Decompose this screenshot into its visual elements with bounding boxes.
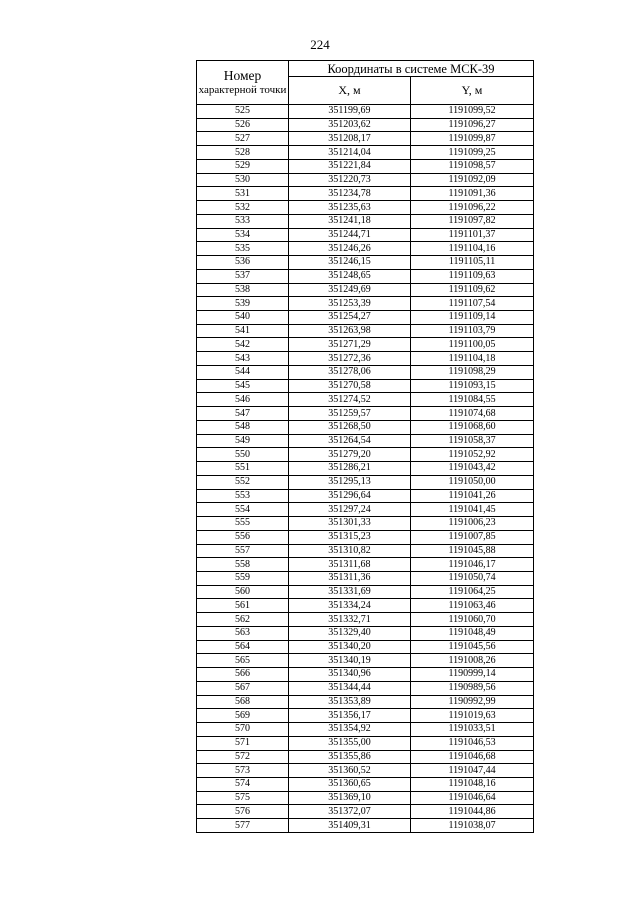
x-coordinate-cell: 351301,33: [289, 517, 411, 531]
x-coordinate-cell: 351315,23: [289, 530, 411, 544]
x-column-header: X, м: [289, 77, 411, 105]
point-number-cell: 545: [197, 379, 289, 393]
y-coordinate-cell: 1191041,45: [411, 503, 534, 517]
y-coordinate-cell: 1191058,37: [411, 434, 534, 448]
table-row: [197, 159, 534, 173]
x-coordinate-cell: 351220,73: [289, 173, 411, 187]
x-coordinate-cell: 351310,82: [289, 544, 411, 558]
x-coordinate-cell: 351214,04: [289, 146, 411, 160]
y-coordinate-cell: 1191105,11: [411, 256, 534, 270]
x-coordinate-cell: 351248,65: [289, 269, 411, 283]
x-coordinate-cell: 351311,68: [289, 558, 411, 572]
x-coordinate-cell: 351272,36: [289, 352, 411, 366]
y-coordinate-cell: 1191109,14: [411, 311, 534, 325]
x-coordinate-cell: 351274,52: [289, 393, 411, 407]
table-row: [197, 297, 534, 311]
point-number-cell: 539: [197, 297, 289, 311]
x-coordinate-cell: 351369,10: [289, 791, 411, 805]
table-row: [197, 599, 534, 613]
point-number-title: Номер: [223, 68, 262, 83]
point-number-cell: 566: [197, 668, 289, 682]
y-coordinate-cell: 1191045,88: [411, 544, 534, 558]
point-number-cell: 576: [197, 805, 289, 819]
x-coordinate-cell: 351208,17: [289, 132, 411, 146]
table-row: [197, 475, 534, 489]
y-coordinate-cell: 1190992,99: [411, 695, 534, 709]
point-number-header: [197, 61, 289, 105]
y-coordinate-cell: 1191019,63: [411, 709, 534, 723]
x-coordinate-cell: 351353,89: [289, 695, 411, 709]
y-coordinate-cell: 1191050,00: [411, 475, 534, 489]
x-coordinate-cell: 351270,58: [289, 379, 411, 393]
x-coordinate-cell: 351271,29: [289, 338, 411, 352]
x-coordinate-cell: 351241,18: [289, 214, 411, 228]
x-coordinate-cell: 351286,21: [289, 462, 411, 476]
x-coordinate-cell: 351246,26: [289, 242, 411, 256]
x-coordinate-cell: 351235,63: [289, 201, 411, 215]
x-coordinate-cell: 351355,00: [289, 736, 411, 750]
point-number-cell: 571: [197, 736, 289, 750]
point-number-cell: 562: [197, 613, 289, 627]
x-coordinate-cell: 351259,57: [289, 407, 411, 421]
x-coordinate-cell: 351297,24: [289, 503, 411, 517]
table-row: [197, 173, 534, 187]
table-row: [197, 681, 534, 695]
x-coordinate-cell: 351340,19: [289, 654, 411, 668]
point-number-cell: 569: [197, 709, 289, 723]
table-row: [197, 324, 534, 338]
point-number-cell: 531: [197, 187, 289, 201]
point-number-cell: 535: [197, 242, 289, 256]
y-coordinate-cell: 1191101,37: [411, 228, 534, 242]
y-coordinate-cell: 1191044,86: [411, 805, 534, 819]
point-number-cell: 532: [197, 201, 289, 215]
point-number-cell: 573: [197, 764, 289, 778]
table-row: [197, 462, 534, 476]
x-coordinate-cell: 351356,17: [289, 709, 411, 723]
point-number-cell: 544: [197, 365, 289, 379]
point-number-cell: 525: [197, 105, 289, 119]
y-coordinate-cell: 1191046,68: [411, 750, 534, 764]
table-row: [197, 668, 534, 682]
table-row: [197, 709, 534, 723]
y-coordinate-cell: 1191008,26: [411, 654, 534, 668]
point-number-cell: 575: [197, 791, 289, 805]
point-number-cell: 570: [197, 723, 289, 737]
table-row: [197, 819, 534, 833]
coordinates-table: [196, 60, 534, 833]
y-coordinate-cell: 1191107,54: [411, 297, 534, 311]
table-row: [197, 585, 534, 599]
table-row: [197, 544, 534, 558]
table-row: [197, 214, 534, 228]
table-row: [197, 132, 534, 146]
y-coordinate-cell: 1191092,09: [411, 173, 534, 187]
table-row: [197, 379, 534, 393]
x-coordinate-cell: 351203,62: [289, 118, 411, 132]
table-row: [197, 146, 534, 160]
y-coordinate-cell: 1191045,56: [411, 640, 534, 654]
table-row: [197, 750, 534, 764]
point-number-cell: 530: [197, 173, 289, 187]
point-number-cell: 557: [197, 544, 289, 558]
table-row: [197, 613, 534, 627]
point-number-cell: 546: [197, 393, 289, 407]
table-row: [197, 640, 534, 654]
point-number-cell: 552: [197, 475, 289, 489]
point-number-cell: 527: [197, 132, 289, 146]
point-number-cell: 563: [197, 626, 289, 640]
y-coordinate-cell: 1191099,52: [411, 105, 534, 119]
page-number: 224: [310, 37, 330, 52]
x-coordinate-cell: 351332,71: [289, 613, 411, 627]
x-coordinate-cell: 351249,69: [289, 283, 411, 297]
y-coordinate-cell: 1191099,25: [411, 146, 534, 160]
y-coordinate-cell: 1191064,25: [411, 585, 534, 599]
point-number-cell: 558: [197, 558, 289, 572]
y-coordinate-cell: 1191047,44: [411, 764, 534, 778]
point-number-cell: 538: [197, 283, 289, 297]
x-coordinate-cell: 351253,39: [289, 297, 411, 311]
table-row: [197, 201, 534, 215]
point-number-cell: 543: [197, 352, 289, 366]
y-coordinate-cell: 1191046,64: [411, 791, 534, 805]
x-coordinate-cell: 351244,71: [289, 228, 411, 242]
y-coordinate-cell: 1191104,18: [411, 352, 534, 366]
y-coordinate-cell: 1191041,26: [411, 489, 534, 503]
point-number-cell: 542: [197, 338, 289, 352]
x-coordinate-cell: 351263,98: [289, 324, 411, 338]
coordinates-header: Координаты в системе МСК-39: [289, 61, 534, 77]
y-coordinate-cell: 1191038,07: [411, 819, 534, 833]
table-row: [197, 228, 534, 242]
point-number-cell: 547: [197, 407, 289, 421]
x-coordinate-cell: 351354,92: [289, 723, 411, 737]
x-coordinate-cell: 351268,50: [289, 420, 411, 434]
table-row: [197, 187, 534, 201]
x-coordinate-cell: 351311,36: [289, 571, 411, 585]
x-coordinate-cell: 351329,40: [289, 626, 411, 640]
x-coordinate-cell: 351199,69: [289, 105, 411, 119]
point-number-cell: 574: [197, 777, 289, 791]
table-row: [197, 269, 534, 283]
point-number-cell: 528: [197, 146, 289, 160]
y-coordinate-cell: 1191007,85: [411, 530, 534, 544]
y-coordinate-cell: 1191109,62: [411, 283, 534, 297]
x-coordinate-cell: 351331,69: [289, 585, 411, 599]
table-row: [197, 517, 534, 531]
y-coordinate-cell: 1191046,53: [411, 736, 534, 750]
y-coordinate-cell: 1191050,74: [411, 571, 534, 585]
table-row: [197, 311, 534, 325]
y-coordinate-cell: 1191033,51: [411, 723, 534, 737]
table-row: [197, 242, 534, 256]
x-coordinate-cell: 351360,65: [289, 777, 411, 791]
y-coordinate-cell: 1191052,92: [411, 448, 534, 462]
table-row: [197, 723, 534, 737]
x-coordinate-cell: 351278,06: [289, 365, 411, 379]
y-coordinate-cell: 1191103,79: [411, 324, 534, 338]
table-row: [197, 530, 534, 544]
table-row: [197, 420, 534, 434]
point-number-cell: 556: [197, 530, 289, 544]
table-row: [197, 448, 534, 462]
table-row: [197, 338, 534, 352]
x-coordinate-cell: 351340,96: [289, 668, 411, 682]
x-coordinate-cell: 351254,27: [289, 311, 411, 325]
y-coordinate-cell: 1191048,49: [411, 626, 534, 640]
x-coordinate-cell: 351221,84: [289, 159, 411, 173]
y-coordinate-cell: 1191091,36: [411, 187, 534, 201]
y-coordinate-cell: 1191096,27: [411, 118, 534, 132]
point-number-cell: 560: [197, 585, 289, 599]
table-row: [197, 571, 534, 585]
y-column-header: Y, м: [411, 77, 534, 105]
table-row: [197, 654, 534, 668]
table-body: [197, 105, 534, 833]
point-number-cell: 564: [197, 640, 289, 654]
point-number-cell: 537: [197, 269, 289, 283]
x-coordinate-cell: 351264,54: [289, 434, 411, 448]
point-number-cell: 549: [197, 434, 289, 448]
y-coordinate-cell: 1191048,16: [411, 777, 534, 791]
point-number-cell: 548: [197, 420, 289, 434]
point-number-cell: 567: [197, 681, 289, 695]
table-row: [197, 503, 534, 517]
y-coordinate-cell: 1191084,55: [411, 393, 534, 407]
y-coordinate-cell: 1191006,23: [411, 517, 534, 531]
y-coordinate-cell: 1191046,17: [411, 558, 534, 572]
point-number-cell: 553: [197, 489, 289, 503]
point-number-cell: 568: [197, 695, 289, 709]
table-row: [197, 118, 534, 132]
y-coordinate-cell: 1191104,16: [411, 242, 534, 256]
point-number-cell: 550: [197, 448, 289, 462]
y-coordinate-cell: 1191099,87: [411, 132, 534, 146]
table-row: [197, 805, 534, 819]
y-coordinate-cell: 1191068,60: [411, 420, 534, 434]
y-coordinate-cell: 1191097,82: [411, 214, 534, 228]
x-coordinate-cell: 351246,15: [289, 256, 411, 270]
table-row: [197, 365, 534, 379]
x-coordinate-cell: 351372,07: [289, 805, 411, 819]
x-coordinate-cell: 351355,86: [289, 750, 411, 764]
point-number-cell: 559: [197, 571, 289, 585]
table-row: [197, 407, 534, 421]
y-coordinate-cell: 1191098,29: [411, 365, 534, 379]
point-number-cell: 534: [197, 228, 289, 242]
x-coordinate-cell: 351340,20: [289, 640, 411, 654]
point-number-cell: 565: [197, 654, 289, 668]
point-number-cell: 551: [197, 462, 289, 476]
table-row: [197, 558, 534, 572]
table-row: [197, 489, 534, 503]
point-number-cell: 526: [197, 118, 289, 132]
table-row: [197, 256, 534, 270]
point-number-cell: 572: [197, 750, 289, 764]
table-row: [197, 695, 534, 709]
x-coordinate-cell: 351296,64: [289, 489, 411, 503]
point-number-cell: 554: [197, 503, 289, 517]
y-coordinate-cell: 1191109,63: [411, 269, 534, 283]
table-row: [197, 434, 534, 448]
y-coordinate-cell: 1191098,57: [411, 159, 534, 173]
point-number-cell: 561: [197, 599, 289, 613]
y-coordinate-cell: 1191063,46: [411, 599, 534, 613]
y-coordinate-cell: 1191093,15: [411, 379, 534, 393]
point-number-cell: 536: [197, 256, 289, 270]
y-coordinate-cell: 1191074,68: [411, 407, 534, 421]
table-row: [197, 736, 534, 750]
point-number-cell: 529: [197, 159, 289, 173]
y-coordinate-cell: 1191096,22: [411, 201, 534, 215]
x-coordinate-cell: 351344,44: [289, 681, 411, 695]
y-coordinate-cell: 1191100,05: [411, 338, 534, 352]
table-row: [197, 393, 534, 407]
point-number-cell: 541: [197, 324, 289, 338]
table-row: [197, 352, 534, 366]
x-coordinate-cell: 351234,78: [289, 187, 411, 201]
x-coordinate-cell: 351295,13: [289, 475, 411, 489]
y-coordinate-cell: 1191060,70: [411, 613, 534, 627]
table-row: [197, 791, 534, 805]
table-row: [197, 626, 534, 640]
table-row: [197, 777, 534, 791]
y-coordinate-cell: 1191043,42: [411, 462, 534, 476]
point-number-subtitle: характерной точки: [198, 84, 287, 96]
y-coordinate-cell: 1190999,14: [411, 668, 534, 682]
x-coordinate-cell: 351334,24: [289, 599, 411, 613]
table-row: [197, 283, 534, 297]
point-number-cell: 577: [197, 819, 289, 833]
table-row: [197, 764, 534, 778]
x-coordinate-cell: 351409,31: [289, 819, 411, 833]
x-coordinate-cell: 351279,20: [289, 448, 411, 462]
x-coordinate-cell: 351360,52: [289, 764, 411, 778]
point-number-cell: 555: [197, 517, 289, 531]
point-number-cell: 540: [197, 311, 289, 325]
y-coordinate-cell: 1190989,56: [411, 681, 534, 695]
point-number-cell: 533: [197, 214, 289, 228]
table-row: [197, 105, 534, 119]
